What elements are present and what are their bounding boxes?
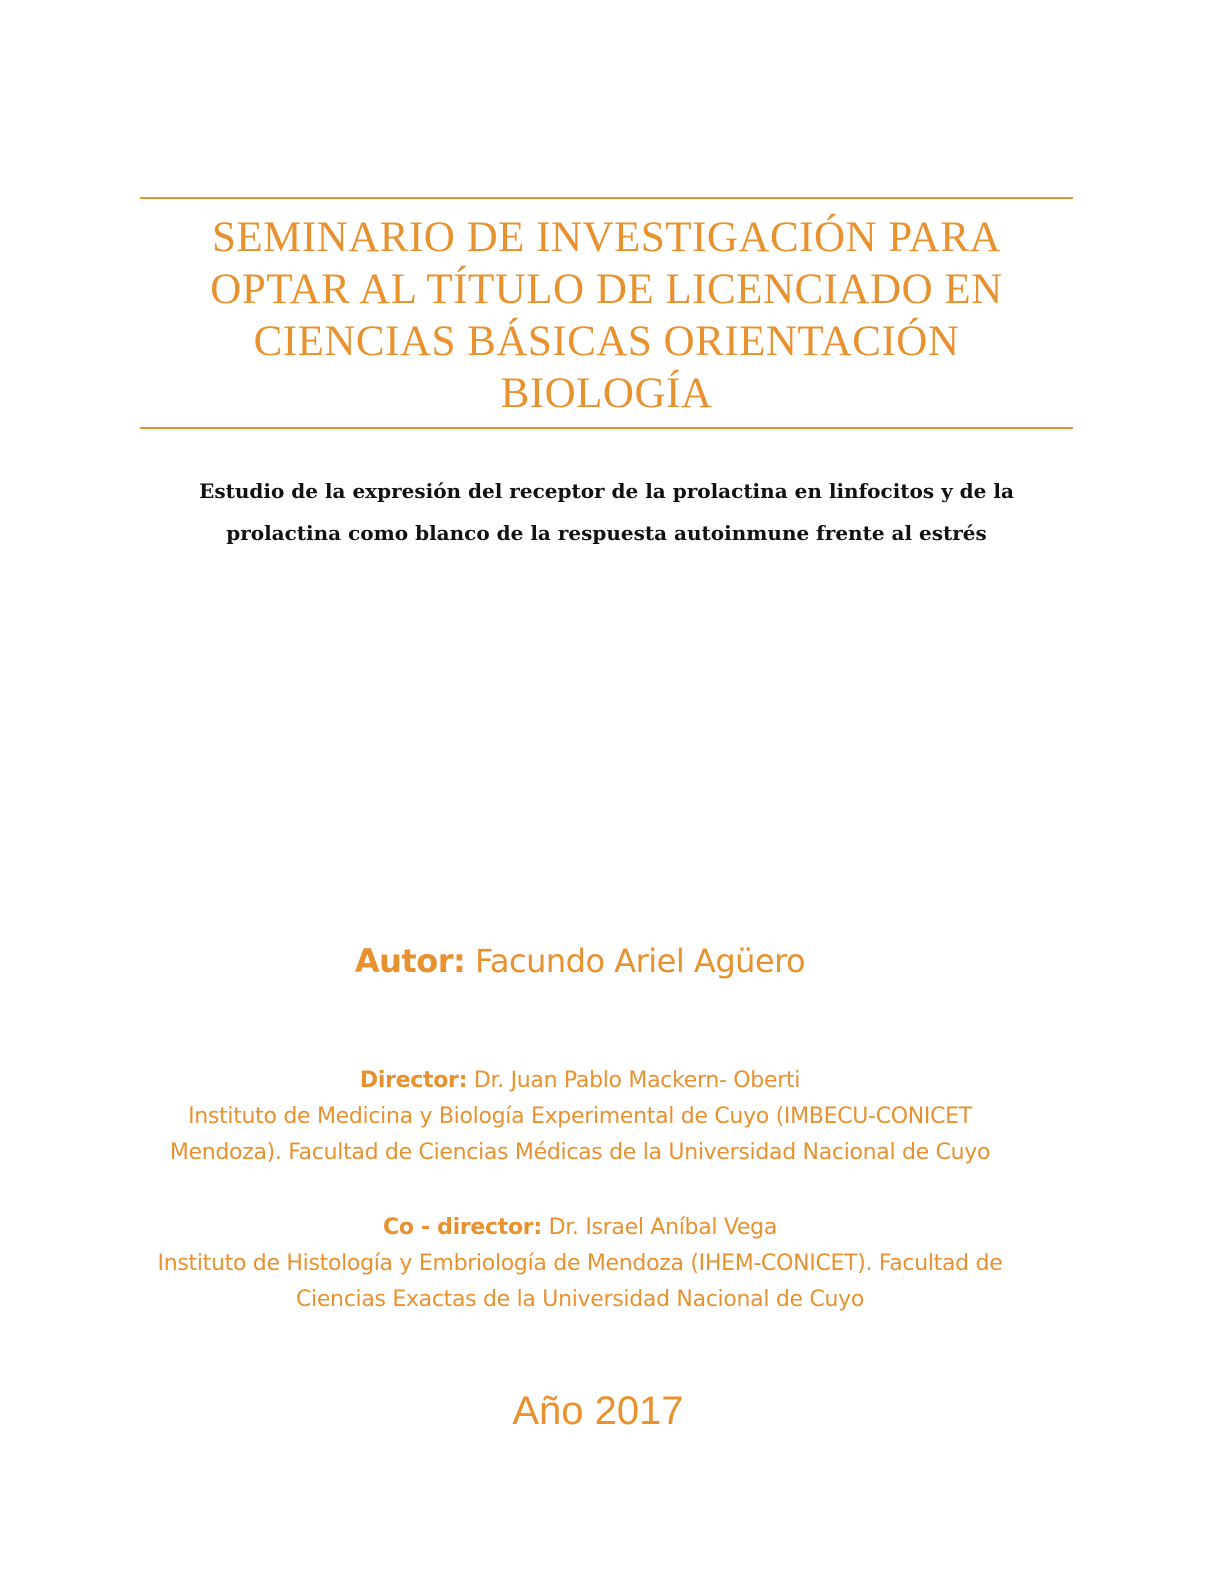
year-label: Año 2017 <box>512 1389 684 1433</box>
director-label: Director: <box>359 1068 468 1093</box>
codirector-institution-line: Instituto de Histología y Embriología de Mendoza (IHEM-CONICET). Facultad de <box>157 1251 1003 1276</box>
codirector-line <box>0 1210 1160 1246</box>
author-label: Autor: <box>354 942 466 980</box>
main-title <box>140 212 1073 420</box>
title-bottom-rule <box>140 427 1073 429</box>
codirector-label: Co - director: <box>382 1215 542 1240</box>
subtitle-line: Estudio de la expresión del receptor de la prolactina en linfocitos y de la <box>199 479 1014 503</box>
director-institution-line: Mendoza). Facultad de Ciencias Médicas de la Universidad Nacional de Cuyo <box>169 1140 991 1165</box>
thesis-subtitle <box>140 470 1073 554</box>
title-top-rule <box>140 197 1073 199</box>
main-title-line: CIENCIAS BÁSICAS ORIENTACIÓN <box>253 318 960 365</box>
main-title-line: OPTAR AL TÍTULO DE LICENCIADO EN <box>210 266 1003 313</box>
codirector-institution-line: Ciencias Exactas de la Universidad Nacional de Cuyo <box>295 1287 865 1312</box>
director-name: Dr. Juan Pablo Mackern- Oberti <box>473 1068 801 1093</box>
codirector-block <box>0 1210 1160 1318</box>
main-title-line: BIOLOGÍA <box>500 370 713 417</box>
main-title-line: SEMINARIO DE INVESTIGACIÓN PARA <box>211 214 1002 261</box>
author-line <box>0 938 1160 984</box>
subtitle-line: prolactina como blanco de la respuesta autoinmune frente al estrés <box>226 521 987 545</box>
director-line <box>0 1063 1160 1099</box>
director-block <box>0 1063 1160 1171</box>
director-institution-line: Instituto de Medicina y Biología Experimental de Cuyo (IMBECU-CONICET <box>188 1104 972 1129</box>
author-name: Facundo Ariel Agüero <box>474 942 806 980</box>
codirector-name: Dr. Israel Aníbal Vega <box>548 1215 778 1240</box>
